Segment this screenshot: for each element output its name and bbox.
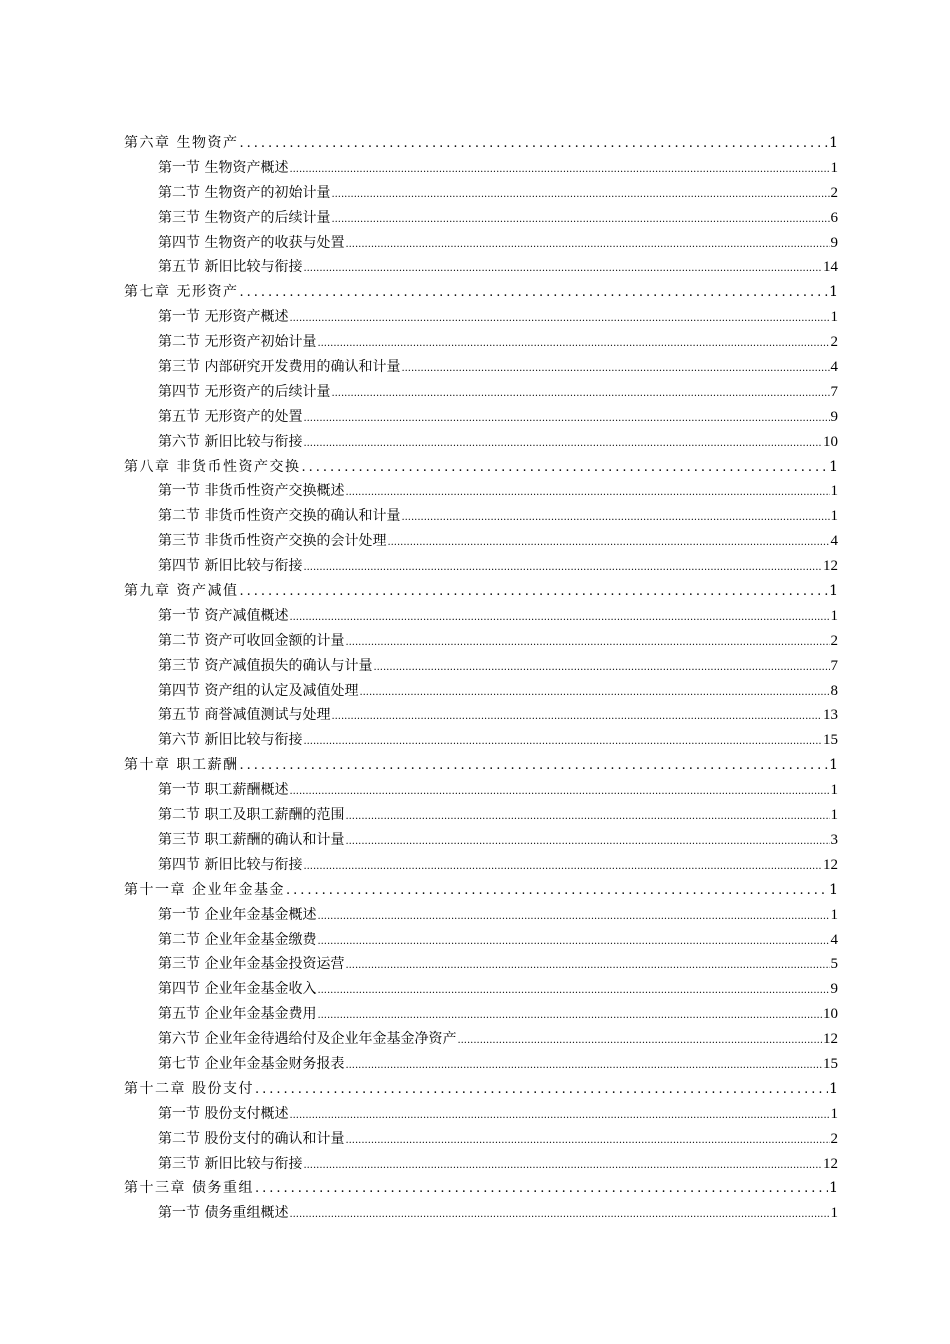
- section-title: 第二节 职工及职工薪酬的范围: [158, 807, 345, 824]
- dot-leader: [401, 355, 829, 382]
- section-title: 第一节 非货币性资产交换概述: [158, 483, 345, 500]
- toc-section-entry[interactable]: [124, 529, 838, 554]
- toc-chapter-entry[interactable]: [124, 280, 838, 305]
- toc-section-entry[interactable]: [124, 928, 838, 953]
- section-title: 第一节 股份支付概述: [158, 1105, 289, 1122]
- dot-leader: [239, 280, 828, 306]
- chapter-title: 第九章 资产减值: [124, 583, 239, 600]
- page-number: 1: [830, 782, 838, 799]
- section-title: 第二节 生物资产的初始计量: [158, 184, 331, 201]
- page-number: 15: [823, 732, 838, 749]
- page-number: 5: [830, 956, 838, 973]
- page-number: 10: [823, 1006, 838, 1023]
- page-number: 1: [829, 135, 838, 151]
- toc-section-entry[interactable]: [124, 1152, 838, 1177]
- page-number: 9: [830, 234, 838, 251]
- page-number: 8: [830, 682, 838, 699]
- dot-leader: [331, 380, 829, 407]
- toc-section-entry[interactable]: [124, 156, 838, 181]
- dot-leader: [331, 703, 822, 730]
- page-number: 7: [830, 383, 838, 400]
- dot-leader: [303, 728, 822, 755]
- section-title: 第六节 新旧比较与衔接: [158, 732, 303, 749]
- dot-leader: [345, 828, 829, 855]
- toc-section-entry[interactable]: [124, 181, 838, 206]
- section-title: 第三节 职工薪酬的确认和计量: [158, 831, 345, 848]
- toc-section-entry[interactable]: [124, 629, 838, 654]
- page-number: 2: [830, 184, 838, 201]
- toc-section-entry[interactable]: [124, 903, 838, 928]
- page-number: 4: [830, 931, 838, 948]
- chapter-title: 第八章 非货币性资产交换: [124, 458, 301, 475]
- section-title: 第六节 企业年金待遇给付及企业年金基金净资产: [158, 1031, 457, 1048]
- toc-section-entry[interactable]: [124, 380, 838, 405]
- section-title: 第五节 商誉减值测试与处理: [158, 707, 331, 724]
- toc-section-entry[interactable]: [124, 255, 838, 280]
- toc-section-entry[interactable]: [124, 305, 838, 330]
- dot-leader: [345, 1127, 829, 1154]
- dot-leader: [303, 554, 822, 581]
- page-number: 1: [829, 284, 838, 301]
- section-title: 第二节 无形资产初始计量: [158, 334, 317, 351]
- dot-leader: [317, 1002, 822, 1029]
- dot-leader: [289, 604, 829, 631]
- section-title: 第三节 资产减值损失的确认与计量: [158, 657, 373, 674]
- dot-leader: [345, 629, 829, 656]
- page-number: 12: [823, 1155, 838, 1172]
- dot-leader: [301, 455, 828, 481]
- dot-leader: [289, 1102, 829, 1129]
- page-number: 9: [830, 408, 838, 425]
- toc-section-entry[interactable]: [124, 330, 838, 355]
- section-title: 第四节 企业年金基金收入: [158, 981, 317, 998]
- page-number: 2: [830, 334, 838, 351]
- dot-leader: [345, 803, 829, 830]
- dot-leader: [303, 853, 822, 880]
- toc-section-entry[interactable]: [124, 803, 838, 828]
- dot-leader: [239, 131, 828, 157]
- page-number: 1: [830, 508, 838, 525]
- page-number: 14: [823, 259, 838, 276]
- page-number: 12: [823, 856, 838, 873]
- page-number: 1: [829, 1180, 838, 1197]
- section-title: 第三节 生物资产的后续计量: [158, 209, 331, 226]
- section-title: 第三节 非货币性资产交换的会计处理: [158, 533, 387, 550]
- toc-section-entry[interactable]: [124, 604, 838, 629]
- dot-leader: [345, 479, 829, 506]
- page-number: 1: [830, 1105, 838, 1122]
- dot-leader: [331, 181, 829, 208]
- chapter-title: 第十二章 股份支付: [124, 1080, 254, 1097]
- toc-section-entry[interactable]: [124, 828, 838, 853]
- section-title: 第二节 股份支付的确认和计量: [158, 1130, 345, 1147]
- page-number: 1: [829, 757, 838, 774]
- dot-leader: [239, 579, 828, 605]
- toc-section-entry[interactable]: [124, 430, 838, 455]
- section-title: 第三节 内部研究开发费用的确认和计量: [158, 359, 401, 376]
- section-title: 第五节 新旧比较与衔接: [158, 259, 303, 276]
- page-number: 1: [830, 159, 838, 176]
- page-number: 9: [830, 981, 838, 998]
- page-number: 6: [830, 209, 838, 226]
- dot-leader: [255, 1077, 828, 1103]
- toc-section-entry[interactable]: [124, 679, 838, 704]
- section-title: 第四节 资产组的认定及减值处理: [158, 682, 359, 699]
- dot-leader: [401, 504, 829, 531]
- toc-section-entry[interactable]: [124, 1052, 838, 1077]
- dot-leader: [289, 305, 829, 332]
- section-title: 第一节 企业年金基金概述: [158, 906, 317, 923]
- chapter-title: 第六章 生物资产: [124, 135, 239, 151]
- page-number: 10: [823, 433, 838, 450]
- page-number: 3: [830, 831, 838, 848]
- section-title: 第四节 生物资产的收获与处置: [158, 234, 345, 251]
- toc-section-entry[interactable]: [124, 1027, 838, 1052]
- page-number: 2: [830, 1130, 838, 1147]
- page-number: 2: [830, 632, 838, 649]
- dot-leader: [239, 753, 828, 779]
- page-number: 1: [830, 309, 838, 326]
- dot-leader: [457, 1027, 822, 1054]
- dot-leader: [303, 1152, 822, 1179]
- dot-leader: [303, 405, 829, 432]
- page-number: 1: [829, 583, 838, 600]
- toc-chapter-entry[interactable]: [124, 455, 838, 480]
- chapter-title: 第七章 无形资产: [124, 284, 239, 301]
- section-title: 第二节 资产可收回金额的计量: [158, 632, 345, 649]
- section-title: 第五节 企业年金基金费用: [158, 1006, 317, 1023]
- page-number: 1: [829, 1080, 838, 1097]
- page-number: 1: [830, 1205, 838, 1222]
- section-title: 第二节 企业年金基金缴费: [158, 931, 317, 948]
- toc-section-entry[interactable]: [124, 1201, 838, 1226]
- table-of-contents: [124, 131, 838, 1226]
- section-title: 第五节 无形资产的处置: [158, 408, 303, 425]
- page-number: 1: [829, 881, 838, 898]
- page-number: 1: [830, 607, 838, 624]
- toc-section-entry[interactable]: [124, 554, 838, 579]
- toc-chapter-entry[interactable]: [124, 1176, 838, 1201]
- page-number: 7: [830, 657, 838, 674]
- toc-chapter-entry[interactable]: [124, 131, 838, 156]
- toc-section-entry[interactable]: [124, 1102, 838, 1127]
- dot-leader: [289, 778, 829, 805]
- toc-section-entry[interactable]: [124, 1127, 838, 1152]
- toc-section-entry[interactable]: [124, 952, 838, 977]
- chapter-title: 第十三章 债务重组: [124, 1180, 254, 1197]
- toc-section-entry[interactable]: [124, 355, 838, 380]
- toc-section-entry[interactable]: [124, 654, 838, 679]
- toc-section-entry[interactable]: [124, 778, 838, 803]
- page-number: 1: [830, 906, 838, 923]
- dot-leader: [317, 977, 829, 1004]
- section-title: 第七节 企业年金基金财务报表: [158, 1055, 345, 1072]
- toc-section-entry[interactable]: [124, 231, 838, 256]
- toc-section-entry[interactable]: [124, 977, 838, 1002]
- dot-leader: [255, 1176, 828, 1202]
- toc-section-entry[interactable]: [124, 1002, 838, 1027]
- dot-leader: [345, 231, 829, 258]
- toc-section-entry[interactable]: [124, 504, 838, 529]
- section-title: 第四节 无形资产的后续计量: [158, 383, 331, 400]
- chapter-title: 第十章 职工薪酬: [124, 757, 239, 774]
- page-number: 1: [830, 807, 838, 824]
- toc-chapter-entry[interactable]: [124, 878, 838, 903]
- toc-section-entry[interactable]: [124, 206, 838, 231]
- toc-section-entry[interactable]: [124, 703, 838, 728]
- section-title: 第三节 新旧比较与衔接: [158, 1155, 303, 1172]
- section-title: 第一节 无形资产概述: [158, 309, 289, 326]
- section-title: 第一节 职工薪酬概述: [158, 782, 289, 799]
- page-number: 4: [830, 359, 838, 376]
- dot-leader: [286, 878, 828, 904]
- section-title: 第四节 新旧比较与衔接: [158, 558, 303, 575]
- section-title: 第四节 新旧比较与衔接: [158, 856, 303, 873]
- section-title: 第一节 资产减值概述: [158, 607, 289, 624]
- page-number: 12: [823, 1031, 838, 1048]
- section-title: 第一节 生物资产概述: [158, 159, 289, 176]
- toc-section-entry[interactable]: [124, 479, 838, 504]
- page-number: 12: [823, 558, 838, 575]
- chapter-title: 第十一章 企业年金基金: [124, 881, 285, 898]
- page-number: 1: [830, 483, 838, 500]
- dot-leader: [289, 156, 829, 183]
- page-number: 1: [829, 458, 838, 475]
- dot-leader: [317, 928, 829, 955]
- section-title: 第三节 企业年金基金投资运营: [158, 956, 345, 973]
- dot-leader: [303, 255, 822, 282]
- page-number: 13: [823, 707, 838, 724]
- section-title: 第二节 非货币性资产交换的确认和计量: [158, 508, 401, 525]
- dot-leader: [345, 952, 829, 979]
- dot-leader: [317, 330, 829, 357]
- toc-section-entry[interactable]: [124, 728, 838, 753]
- dot-leader: [373, 654, 829, 681]
- dot-leader: [289, 1201, 829, 1228]
- page-number: 4: [830, 533, 838, 550]
- dot-leader: [359, 679, 829, 706]
- dot-leader: [317, 903, 829, 930]
- toc-section-entry[interactable]: [124, 405, 838, 430]
- toc-chapter-entry[interactable]: [124, 1077, 838, 1102]
- section-title: 第一节 债务重组概述: [158, 1205, 289, 1222]
- section-title: 第六节 新旧比较与衔接: [158, 433, 303, 450]
- dot-leader: [387, 529, 829, 556]
- dot-leader: [331, 206, 829, 233]
- toc-chapter-entry[interactable]: [124, 579, 838, 604]
- toc-chapter-entry[interactable]: [124, 753, 838, 778]
- toc-section-entry[interactable]: [124, 853, 838, 878]
- dot-leader: [345, 1052, 822, 1079]
- page-number: 15: [823, 1055, 838, 1072]
- dot-leader: [303, 430, 822, 457]
